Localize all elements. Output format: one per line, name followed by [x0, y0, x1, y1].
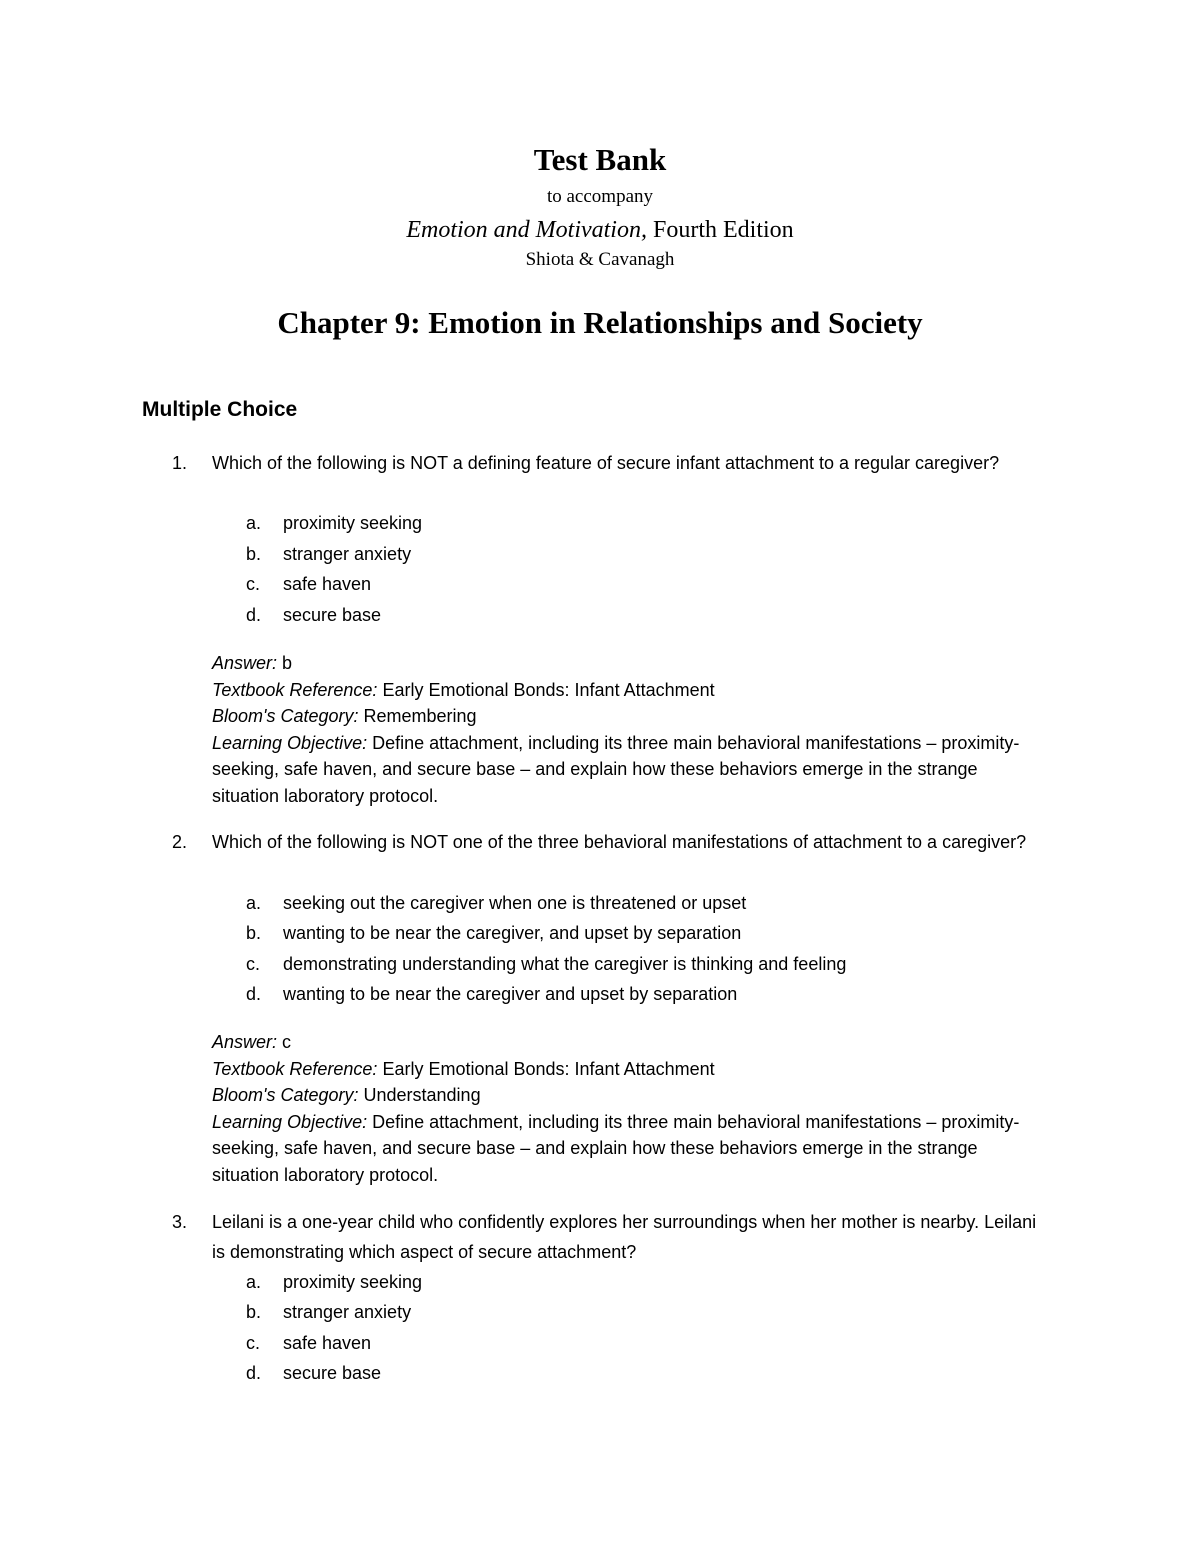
reference-line: Textbook Reference: Early Emotional Bonds: Infant Attachment	[212, 679, 715, 700]
question-text: Which of the following is NOT a defining feature of secure infant attachment to a regular caregiver?	[212, 453, 1000, 473]
option-text: wanting to be near the caregiver and upset by separation	[283, 984, 738, 1004]
option-letter: c.	[246, 954, 261, 974]
option-text: safe haven	[283, 574, 372, 594]
option-text: proximity seeking	[283, 1272, 423, 1292]
authors-line: Shiota & Cavanagh	[525, 249, 675, 270]
option-text: proximity seeking	[283, 513, 423, 533]
question-number: 1.	[172, 453, 188, 473]
option-text: stranger anxiety	[283, 1302, 412, 1322]
answer-line: Answer: b	[212, 653, 293, 673]
option-text: secure base	[283, 1363, 382, 1383]
book-title: Emotion and Motivation,	[406, 217, 647, 243]
option-letter: d.	[246, 605, 262, 625]
question-number: 3.	[172, 1212, 188, 1232]
option-letter: d.	[246, 1363, 262, 1383]
option-text: stranger anxiety	[283, 544, 412, 564]
option-text: secure base	[283, 605, 382, 625]
option-letter: a.	[246, 1272, 262, 1292]
option-letter: b.	[246, 544, 262, 564]
option-text: seeking out the caregiver when one is threatened or upset	[283, 893, 747, 913]
objective-line: Learning Objective: Define attachment, including its three main behavioral manifestations – proximity- seeking, safe haven, and secure base – and explain how these behaviors emerge in the strange situation laboratory protocol.	[212, 732, 1020, 806]
option-text: wanting to be near the caregiver, and upset by separation	[283, 923, 742, 943]
option-letter: a.	[246, 893, 262, 913]
option-letter: a.	[246, 513, 262, 533]
bloom-line: Bloom's Category: Understanding	[212, 1085, 481, 1105]
bloom-line: Bloom's Category: Remembering	[212, 706, 477, 726]
option-letter: b.	[246, 923, 262, 943]
answer-line: Answer: c	[212, 1032, 292, 1052]
chapter-title: Chapter 9: Emotion in Relationships and Society	[277, 305, 923, 340]
document-title: Test Bank	[533, 142, 667, 177]
objective-line: Learning Objective: Define attachment, including its three main behavioral manifestations – proximity- seeking, safe haven, and secure base – and explain how these behaviors emerge in the strange situation laboratory protocol.	[212, 1111, 1020, 1185]
option-letter: b.	[246, 1302, 262, 1322]
option-letter: c.	[246, 1333, 261, 1353]
option-text: safe haven	[283, 1333, 372, 1353]
reference-line: Textbook Reference: Early Emotional Bonds: Infant Attachment	[212, 1058, 715, 1079]
option-letter: d.	[246, 984, 262, 1004]
question-text: Which of the following is NOT one of the three behavioral manifestations of attachment to a caregiver?	[212, 832, 1027, 852]
book-edition: Fourth Edition	[646, 217, 794, 243]
answer-metadata	[212, 650, 1042, 809]
option-text: demonstrating understanding what the caregiver is thinking and feeling	[283, 954, 847, 974]
answer-metadata	[212, 1029, 1042, 1188]
question-number: 2.	[172, 832, 188, 852]
accompany-line: to accompany	[546, 186, 654, 207]
option-letter: c.	[246, 574, 261, 594]
question-text: Leilani is a one-year child who confidently explores her surroundings when her mother is nearby. Leilani is demonstrating which aspect of secure attachment?	[212, 1212, 1037, 1262]
book-line	[0, 214, 1200, 246]
section-heading: Multiple Choice	[142, 398, 298, 421]
